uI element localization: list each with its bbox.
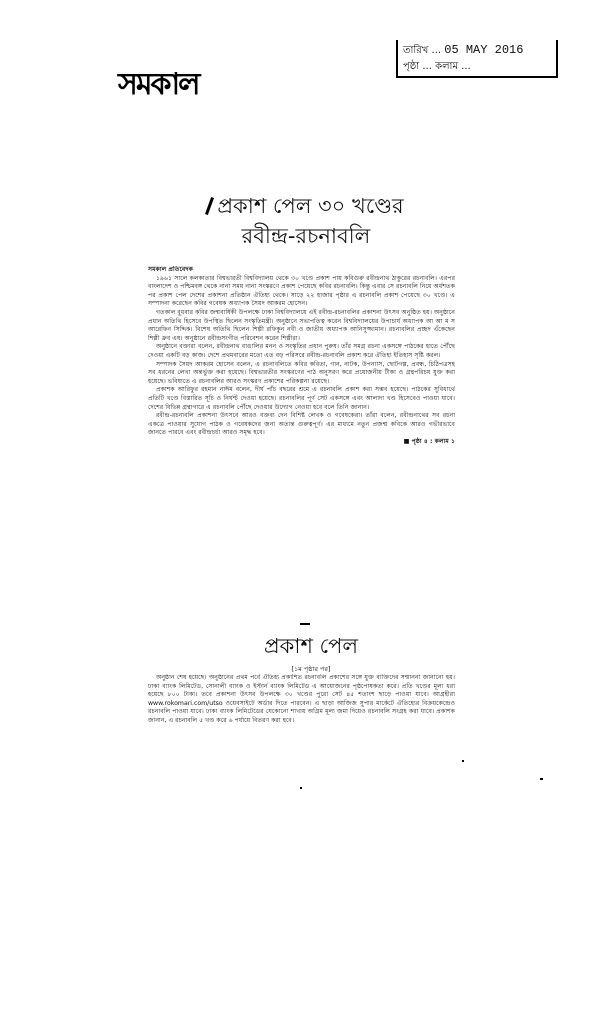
stamp-date-label: তারিখ xyxy=(403,45,429,56)
paragraph: প্রকাশক আরিফুর রহমান নাঈম বলেন, দীর্ঘ পাঁচ বছরের শ্রমে এ রচনাবলি প্রকাশ করা সম্ভব হয়েছে। পাঠকের সুবিধার্থে প্রতিটি খণ্ডে বিস্তারিত সূচি ও নির্ঘণ্ট দেওয়া হয়েছে। রচনাবলির পূর্ণ সেট একসঙ্গে এবং আলাদা খণ্ড হিসেবেও পাওয়া যাবে। দেশের বিভিন্ন গ্রন্থাগারে এ রচনাবলি পৌঁছে দেওয়ার উদ্যোগ নেওয়া হবে বলে তিনি জানান। xyxy=(148,386,455,411)
paragraph: অনুষ্ঠানে বক্তারা বলেন, রবীন্দ্রনাথ বাঙালির মনন ও সংস্কৃতির প্রধান পুরুষ। তাঁর সমগ্র রচনা একসঙ্গে পাঠকের হাতে পৌঁছে দেওয়া একটি বড় কাজ। দেশে প্রথমবারের মতো এত বড় পরিসরে রবীন্দ্র-রচনাবলি প্রকাশ করে ঐতিহ্য ইতিহাস সৃষ্টি করল। xyxy=(148,343,455,359)
continuation-note: ■ পৃষ্ঠা ৪ : কলাম ১ xyxy=(403,437,455,445)
stamp-date: 05 MAY 2016 xyxy=(444,43,524,57)
headline-text-1: প্রকাশ পেল ৩০ খণ্ডের xyxy=(217,194,404,218)
headline-line-2: রবীন্দ্র-রচনাবলি xyxy=(241,224,371,248)
scan-speck xyxy=(300,787,302,789)
continued-headline: প্রকাশ পেল xyxy=(264,634,358,658)
byline: সমকাল প্রতিবেদক xyxy=(148,266,193,273)
newspaper-masthead: সমকাল xyxy=(118,67,199,102)
paragraph: অনুষ্ঠান শেষ হয়েছে। অনুষ্ঠানের প্রথম পর্বে ঐতিহ্য প্রকাশিত রচনাবলি প্রকাশের সঙ্গে যুক্ত ব্যক্তিদের সম্মাননা জানানো হয়। ঢাকা ব্যাংক লিমিটেড, সোনালী ব্যাংক ও ইস্টার্ন ব্যাংক লিমিটেড এ আয়োজনের পৃষ্ঠপোষকতা করে। প্রতি খণ্ডের মূল্য ধরা হয়েছে ৮০০ টাকা। তবে প্রকাশনা উৎসব উপলক্ষে ৩০ খণ্ডের পুরো সেট ৪৫ শতাংশ ছাড়ে পাওয়া যাবে। আগ্রহীরা www.rokomari.com/utso ওয়েবসাইটে অর্ডার দিতে পারবেন। এ ছাড়া আজিজ সুপার মার্কেটে ঐতিহ্যের বিক্রয়কেন্দ্রেও রচনাবলি পাওয়া যাবে। ঢাকা ব্যাংক লিমিটেডের যেকোনো শাখায় অগ্রিম মূল্য জমা দিয়েও রচনাবলি সংগ্রহ করা যাবে। প্রকাশক জানান, এ রচনাবলি ৫ খণ্ড করে ৬ পর্যায়ে বিতরণ করা হবে। xyxy=(148,674,455,724)
continuation-text: পৃষ্ঠা ৪ : কলাম ১ xyxy=(411,437,455,445)
paragraph: ১৯৬১ সালে কলকাতার বিশ্বভারতী বিশ্ববিদ্যালয় থেকে ৩০ খণ্ডে প্রকাশ পায় কবিগুরু রবীন্দ্রনাথ ঠাকুরের রচনাবলি। এরপর বাংলাদেশ ও পশ্চিমবঙ্গ থেকে নানা সময় নানা সংস্করণে প্রকাশ পেয়েছে কবির রচনাবলি। কিন্তু এবার সে রচনাবলি নিয়ে অর্ধশতক পর প্রকাশ পেল দেশের প্রকাশনা প্রতিষ্ঠান ঐতিহ্য থেকে। সাড়ে ২২ হাজার পৃষ্ঠার এ রচনাবলি প্রকাশ পেয়েছে ৩০ খণ্ডে। এ সম্পাদনা করেছেন কবির গবেষক অধ্যাপক সৈয়দ আকরম হোসেন। xyxy=(148,274,455,308)
date-stamp: তারিখ ... 05 MAY 2016 পৃষ্ঠা ... কলাম ... xyxy=(396,40,558,78)
continued-body xyxy=(148,674,455,778)
pen-mark-icon xyxy=(205,197,214,215)
paragraph: সম্পাদক সৈয়দ আকরম হোসেন বলেন, এ রচনাবলিতে কবির কবিতা, গান, নাটক, উপন্যাস, ছোটগল্প, প্রবন্ধ, চিঠিপত্রসহ সব ধরনের লেখা অন্তর্ভুক্ত করা হয়েছে। বিশ্বভারতীর সংস্করণের পাঠ অনুসরণ করে প্রয়োজনীয় টীকা ও গ্রন্থপরিচয় যুক্ত করা হয়েছে। ভবিষ্যতে এ রচনাবলির আরও সংস্করণ প্রকাশের পরিকল্পনা রয়েছে। xyxy=(148,360,455,385)
divider xyxy=(300,623,310,625)
article-body xyxy=(148,266,455,616)
scan-speck xyxy=(540,778,543,780)
paragraph: গতকাল বুধবার কবির জন্মবার্ষিকী উপলক্ষে ঢাকা বিশ্ববিদ্যালয়ে এই রবীন্দ্র-রচনাবলির প্রকাশনা উৎসব অনুষ্ঠিত হয়। অনুষ্ঠানে প্রধান অতিথি হিসেবে উপস্থিত ছিলেন সংস্কৃতিমন্ত্রী। অনুষ্ঠানে সভাপতিত্ব করেন বিশ্ববিদ্যালয়ের উপাচার্য অধ্যাপক আ আ ম স আরেফিন সিদ্দিক। বিশেষ অতিথি ছিলেন শিল্পী রফিকুন নবী ও জাতীয় অধ্যাপক আনিসুজ্জামান। রচনাবলির প্রচ্ছদ এঁকেছেন শিল্পী ধ্রুব এষ। অনুষ্ঠানে রবীন্দ্রসংগীত পরিবেশন করেন শিল্পীরা। xyxy=(148,308,455,342)
stamp-page-label: পৃষ্ঠা ... কলাম ... xyxy=(403,61,471,72)
continued-from: [১ম পৃষ্ঠার পর] xyxy=(291,665,331,673)
paragraph: রবীন্দ্র-রচনাবলি প্রকাশনা উৎসবে আরও বক্তব্য দেন বিশিষ্ট লেখক ও গবেষকেরা। তাঁরা বলেন, রবীন্দ্রনাথের সব রচনা একত্রে পাওয়ার সুযোগ পাঠক ও গবেষকদের জন্য অত্যন্ত গুরুত্বপূর্ণ। এর মাধ্যমে নতুন প্রজন্ম কবিকে আরও গভীরভাবে জানতে পারবে এবং রবীন্দ্রচর্চা আরও সমৃদ্ধ হবে। xyxy=(148,412,455,437)
scan-speck xyxy=(462,760,464,762)
